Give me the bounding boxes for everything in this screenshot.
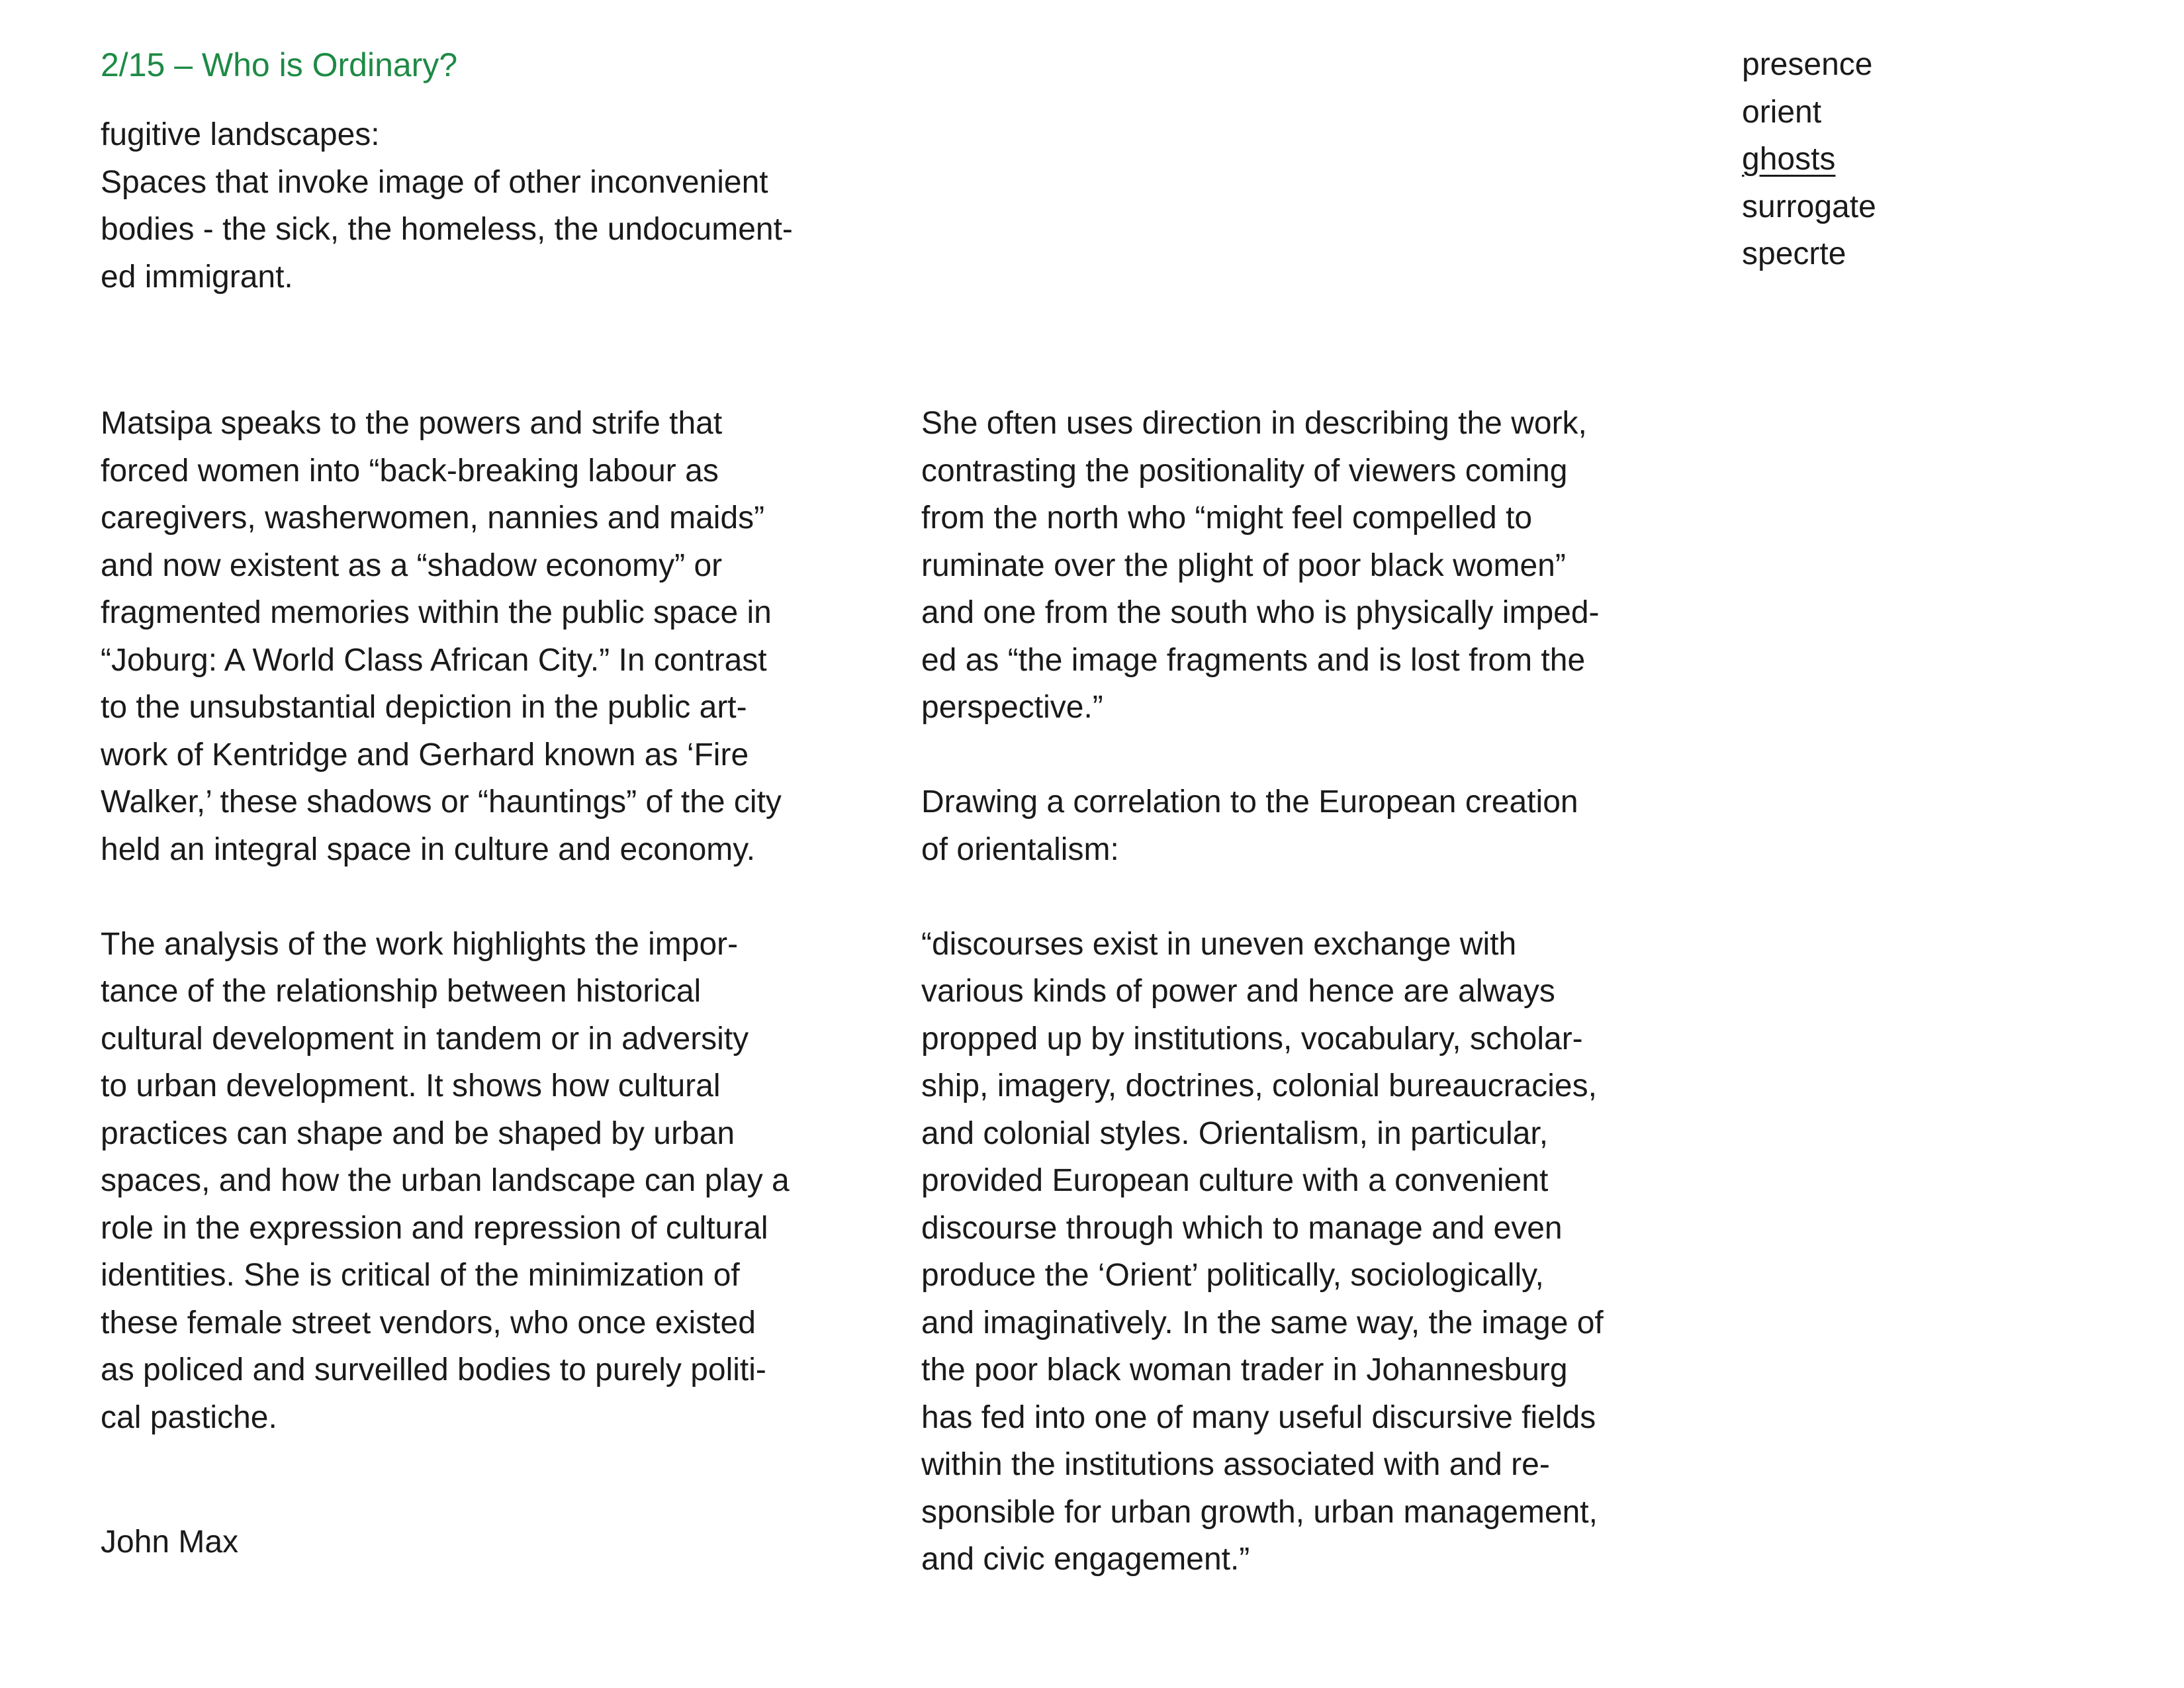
text-line: spaces, and how the urban landscape can play a [101,1163,790,1198]
text-line: the poor black woman trader in Johannesburg [921,1352,1568,1387]
keyword-item: orient [1742,94,1822,130]
text-line: “Joburg: A World Class African City.” In contrast [101,642,767,678]
text-line: and imaginatively. In the same way, the image of [921,1305,1604,1340]
text-line: and one from the south who is physically imped- [921,595,1600,630]
text-line: propped up by institutions, vocabulary, scholar- [921,1021,1583,1056]
keyword-item: specrte [1742,236,1846,271]
text-line: work of Kentridge and Gerhard known as ‘Fire [101,737,749,773]
text-line: provided European culture with a convenient [921,1163,1549,1198]
text-line: from the north who “might feel compelled to [921,500,1533,536]
quote-paragraph [921,921,1742,1583]
keyword-list [1742,41,1876,278]
text-line: ruminate over the plight of poor black women” [921,547,1566,583]
text-line: to urban development. It shows how cultural [101,1068,721,1103]
text-line: fragmented memories within the public space in [101,595,772,630]
text-line: contrasting the positionality of viewers coming [921,453,1568,489]
keyword-item-underlined: ghosts [1742,142,1836,177]
text-line: tance of the relationship between historical [101,974,702,1009]
text-line: produce the ‘Orient’ politically, sociologically, [921,1258,1544,1293]
text-line: cultural development in tandem or in adversity [101,1021,749,1056]
paragraph [921,400,1742,731]
intro-line: bodies - the sick, the homeless, the undocument- [101,212,793,247]
text-line: practices can shape and be shaped by urban [101,1115,735,1151]
text-line: various kinds of power and hence are always [921,974,1555,1009]
intro-line: fugitive landscapes: [101,117,380,152]
text-line: held an integral space in culture and economy. [101,831,756,867]
intro-line: ed immigrant. [101,259,293,295]
text-line: of orientalism: [921,831,1119,867]
text-line: ship, imagery, doctrines, colonial bureaucracies, [921,1068,1597,1103]
text-line: within the institutions associated with and re- [921,1447,1550,1482]
keyword-item: presence [1742,47,1873,82]
text-line: ed as “the image fragments and is lost from the [921,642,1586,678]
text-line: discourse through which to manage and even [921,1210,1563,1246]
right-column [921,400,1742,1630]
text-line: and now existent as a “shadow economy” or [101,547,723,583]
author-signature: John Max [101,1524,239,1560]
text-line: role in the expression and repression of cultural [101,1210,768,1246]
text-line: perspective.” [921,690,1103,725]
intro-note [101,111,895,301]
text-line: sponsible for urban growth, urban management, [921,1494,1598,1530]
text-line: forced women into “back-breaking labour as [101,453,719,489]
intro-line: Spaces that invoke image of other inconvenient [101,164,768,200]
left-column [101,400,921,1489]
page-title: 2/15 – Who is Ordinary? [101,46,458,83]
text-line: The analysis of the work highlights the impor- [101,926,739,962]
paragraph [101,400,921,873]
text-line: cal pastiche. [101,1399,277,1435]
text-line: caregivers, washerwomen, nannies and maids” [101,500,765,536]
text-line: to the unsubstantial depiction in the public art- [101,690,747,725]
text-line: and colonial styles. Orientalism, in particular, [921,1115,1549,1151]
text-line: has fed into one of many useful discursive fields [921,1399,1596,1435]
text-line: identities. She is critical of the minimization of [101,1258,740,1293]
text-line: Drawing a correlation to the European creation [921,784,1578,820]
paragraph [101,921,921,1442]
text-line: “discourses exist in uneven exchange with [921,926,1517,962]
text-line: Matsipa speaks to the powers and strife that [101,406,723,441]
keyword-item: surrogate [1742,189,1876,224]
paragraph [921,778,1742,873]
text-line: as policed and surveilled bodies to purely politi- [101,1352,766,1387]
text-line: these female street vendors, who once existed [101,1305,756,1340]
text-line: Walker,’ these shadows or “hauntings” of the city [101,784,782,820]
text-line: and civic engagement.” [921,1542,1250,1577]
text-line: She often uses direction in describing the work, [921,406,1587,441]
